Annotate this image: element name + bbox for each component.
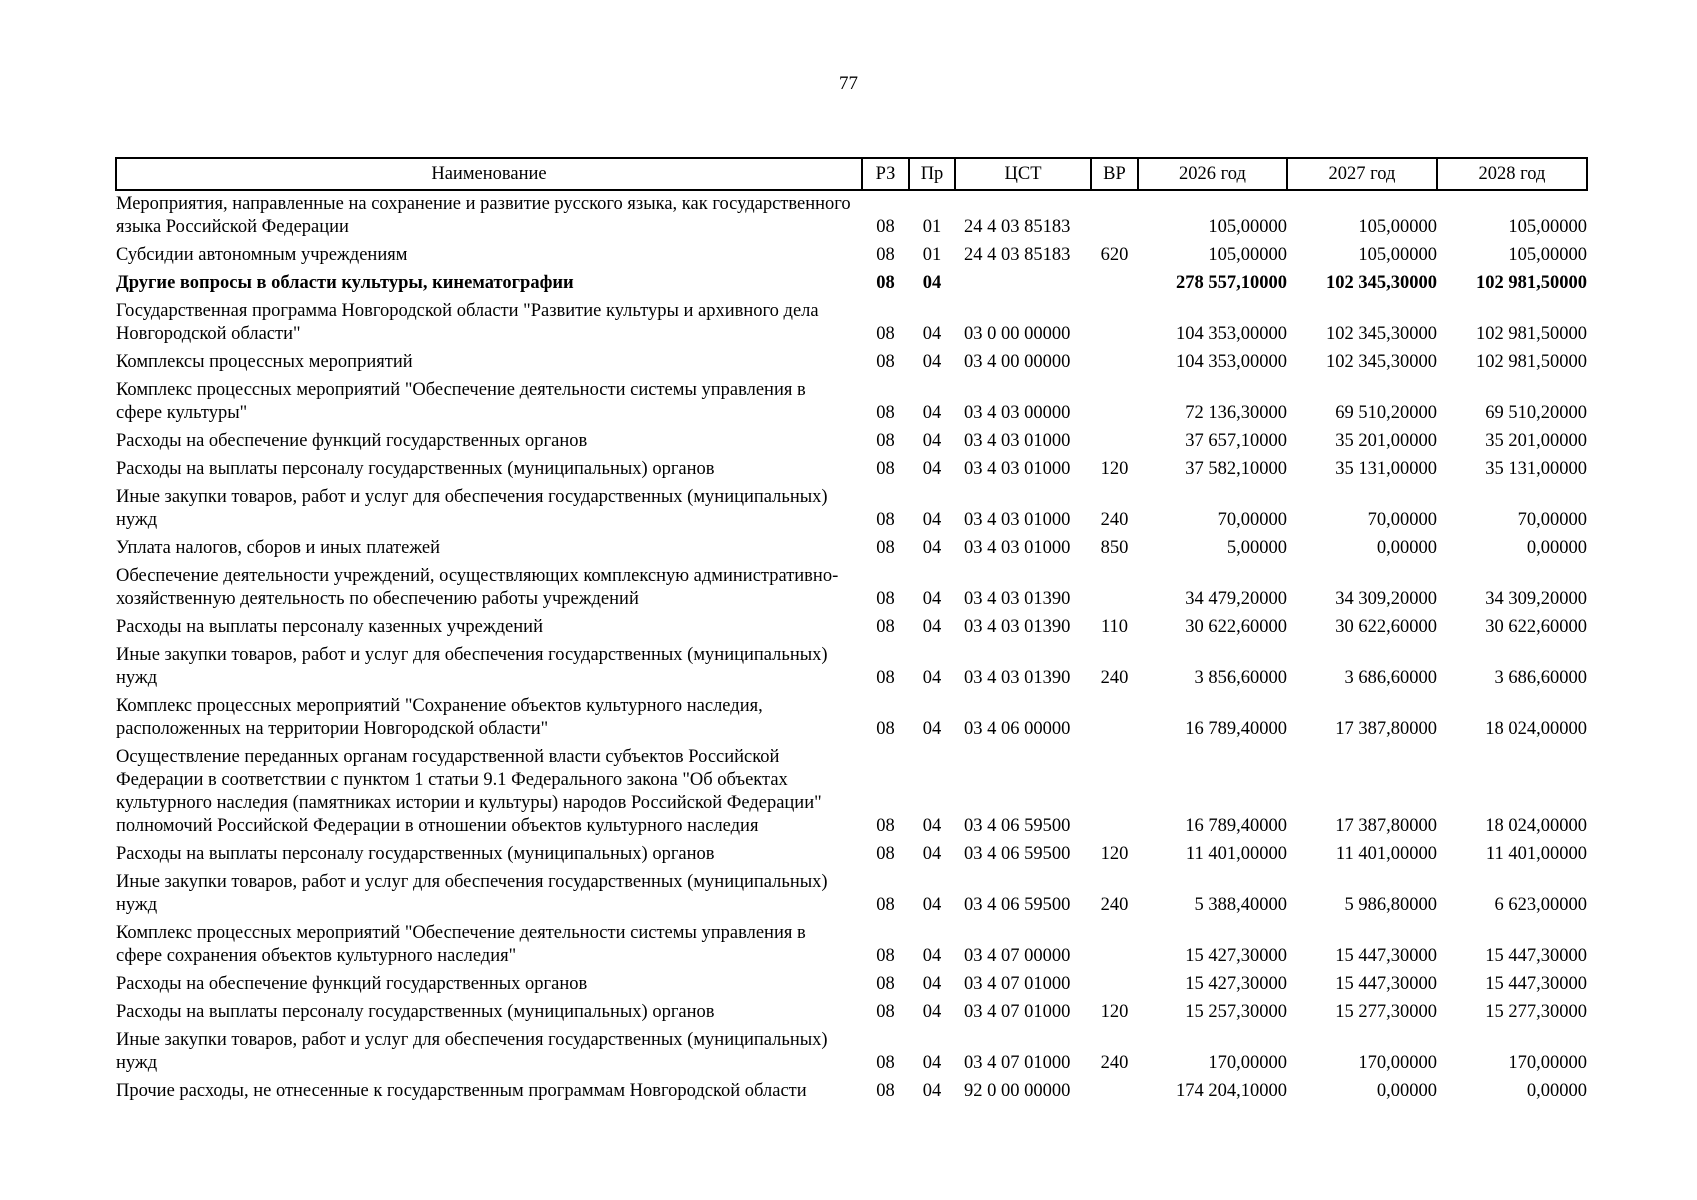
cell-cst: 03 4 03 00000 — [964, 403, 1071, 423]
cell-2027: 102 345,30000 — [1326, 352, 1437, 372]
cell-vr — [1091, 349, 1138, 377]
cell-vr — [1091, 1078, 1138, 1106]
cell-2028: 170,00000 — [1508, 1053, 1587, 1073]
cell-name: Расходы на выплаты персоналу государственных (муниципальных) органов — [116, 459, 715, 479]
cell-cst: 24 4 03 85183 — [964, 217, 1071, 237]
cell-pr: 04 — [922, 589, 942, 609]
cell-2027: 105,00000 — [1358, 217, 1437, 237]
cell-name: Комплекс процессных мероприятий "Сохранение объектов культурного наследия, расположенных на территории Новгородской области" — [116, 696, 763, 739]
cell-2026: 5 388,40000 — [1194, 895, 1287, 915]
cell-2026: 37 582,10000 — [1185, 459, 1287, 479]
cell-cst: 03 4 03 01000 — [964, 459, 1071, 479]
cell-rz: 08 — [876, 946, 895, 966]
cell-name: Другие вопросы в области культуры, кинематографии — [116, 273, 574, 293]
header-vr: ВР — [1091, 158, 1138, 190]
cell-2026: 170,00000 — [1208, 1053, 1287, 1073]
cell-2026: 5,00000 — [1226, 538, 1287, 558]
cell-name: Расходы на обеспечение функций государственных органов — [116, 974, 588, 994]
cell-vr — [1091, 971, 1138, 999]
cell-2027: 15 277,30000 — [1335, 1002, 1437, 1022]
cell-2026: 34 479,20000 — [1185, 589, 1287, 609]
header-pr: Пр — [909, 158, 955, 190]
cell-rz: 08 — [876, 974, 895, 994]
cell-pr: 01 — [922, 245, 942, 265]
cell-pr: 04 — [922, 403, 942, 423]
cell-2027: 30 622,60000 — [1335, 617, 1437, 637]
cell-name: Осуществление переданных органам государственной власти субъектов Российской Федерации в соответствии с пунктом 1 статьи 9.1 Федерального закона "Об объектах культурного наследия (памятниках истории и культуры) народов Российской Федерации" полномочий Российской Федерации в отношении объектов культурного наследия — [116, 747, 822, 836]
cell-name: Обеспечение деятельности учреждений, осуществляющих комплексную административно-хозяйственную деятельность по обеспечению работы учреждений — [116, 566, 839, 609]
cell-2028: 18 024,00000 — [1485, 719, 1587, 739]
table-row — [116, 298, 1587, 349]
cell-cst: 03 4 03 01390 — [964, 617, 1071, 637]
cell-cst: 03 4 03 01000 — [964, 510, 1071, 530]
cell-vr: 850 — [1100, 538, 1129, 558]
cell-2028: 35 131,00000 — [1485, 459, 1587, 479]
cell-2027: 105,00000 — [1358, 245, 1437, 265]
table-row — [116, 242, 1587, 270]
table-row — [116, 349, 1587, 377]
cell-cst: 03 4 07 01000 — [964, 1053, 1071, 1073]
cell-name: Мероприятия, направленные на сохранение и развитие русского языка, как государственного языка Российской Федерации — [116, 194, 851, 237]
cell-2028: 102 981,50000 — [1476, 352, 1587, 372]
cell-2028: 30 622,60000 — [1485, 617, 1587, 637]
cell-2027: 170,00000 — [1358, 1053, 1437, 1073]
table-row — [116, 456, 1587, 484]
cell-2027: 15 447,30000 — [1335, 946, 1437, 966]
cell-2026: 104 353,00000 — [1176, 324, 1287, 344]
cell-rz: 08 — [876, 668, 895, 688]
cell-2027: 102 345,30000 — [1326, 273, 1437, 293]
cell-2028: 0,00000 — [1526, 538, 1587, 558]
cell-2026: 16 789,40000 — [1185, 816, 1287, 836]
cell-vr: 120 — [1100, 459, 1129, 479]
cell-pr: 04 — [922, 431, 942, 451]
header-2028: 2028 год — [1437, 158, 1587, 190]
table-header-row — [116, 158, 1587, 190]
cell-2026: 105,00000 — [1208, 217, 1287, 237]
cell-name: Расходы на выплаты персоналу государственных (муниципальных) органов — [116, 844, 715, 864]
cell-2026: 15 257,30000 — [1185, 1002, 1287, 1022]
cell-cst: 03 4 06 59500 — [964, 895, 1071, 915]
header-cst: ЦСТ — [955, 158, 1091, 190]
cell-name: Расходы на выплаты персоналу казенных учреждений — [116, 617, 543, 637]
cell-vr: 120 — [1100, 1002, 1129, 1022]
cell-name: Субсидии автономным учреждениям — [116, 245, 408, 265]
cell-cst: 03 4 07 00000 — [964, 946, 1071, 966]
cell-rz: 08 — [876, 273, 895, 293]
table-row — [116, 693, 1587, 744]
cell-rz: 08 — [876, 245, 895, 265]
cell-vr: 110 — [1100, 617, 1129, 637]
cell-name: Иные закупки товаров, работ и услуг для обеспечения государственных (муниципальных) нужд — [116, 645, 828, 688]
cell-2026: 70,00000 — [1217, 510, 1287, 530]
cell-pr: 04 — [922, 459, 942, 479]
cell-2028: 15 277,30000 — [1485, 1002, 1587, 1022]
cell-2027: 11 401,00000 — [1335, 844, 1437, 864]
cell-2028: 3 686,60000 — [1494, 668, 1587, 688]
cell-2027: 102 345,30000 — [1326, 324, 1437, 344]
table-row — [116, 920, 1587, 971]
cell-pr: 04 — [922, 510, 942, 530]
table-row — [116, 1078, 1587, 1106]
cell-2026: 30 622,60000 — [1185, 617, 1287, 637]
cell-2027: 15 447,30000 — [1335, 974, 1437, 994]
cell-rz: 08 — [876, 589, 895, 609]
cell-2027: 5 986,80000 — [1344, 895, 1437, 915]
cell-rz: 08 — [876, 895, 895, 915]
cell-pr: 04 — [922, 538, 942, 558]
cell-2027: 35 201,00000 — [1335, 431, 1437, 451]
cell-2028: 70,00000 — [1517, 510, 1587, 530]
cell-cst: 03 4 06 59500 — [964, 844, 1071, 864]
cell-2028: 102 981,50000 — [1476, 273, 1587, 293]
cell-name: Уплата налогов, сборов и иных платежей — [116, 538, 441, 558]
cell-vr — [1091, 270, 1138, 298]
cell-name: Иные закупки товаров, работ и услуг для обеспечения государственных (муниципальных) нужд — [116, 872, 828, 915]
table-row — [116, 270, 1587, 298]
cell-vr — [1091, 377, 1138, 428]
cell-pr: 01 — [922, 217, 942, 237]
cell-vr: 620 — [1100, 245, 1129, 265]
cell-name: Расходы на выплаты персоналу государственных (муниципальных) органов — [116, 1002, 715, 1022]
cell-vr — [1091, 920, 1138, 971]
table-row — [116, 744, 1587, 841]
cell-2027: 35 131,00000 — [1335, 459, 1437, 479]
cell-rz: 08 — [876, 324, 895, 344]
cell-name: Иные закупки товаров, работ и услуг для обеспечения государственных (муниципальных) нужд — [116, 1030, 828, 1073]
cell-2027: 69 510,20000 — [1335, 403, 1437, 423]
cell-2026: 278 557,10000 — [1176, 273, 1287, 293]
cell-cst: 24 4 03 85183 — [964, 245, 1071, 265]
cell-cst: 03 4 07 01000 — [964, 974, 1071, 994]
cell-rz: 08 — [876, 844, 895, 864]
table-row — [116, 869, 1587, 920]
budget-table — [115, 157, 1588, 1106]
cell-pr: 04 — [922, 895, 942, 915]
cell-rz: 08 — [876, 217, 895, 237]
cell-name: Расходы на обеспечение функций государственных органов — [116, 431, 588, 451]
cell-cst: 03 4 03 01390 — [964, 668, 1071, 688]
cell-cst: 92 0 00 00000 — [964, 1081, 1071, 1101]
cell-name: Комплекс процессных мероприятий "Обеспечение деятельности системы управления в сфере сохранения объектов культурного наследия" — [116, 923, 806, 966]
cell-pr: 04 — [922, 1002, 942, 1022]
cell-rz: 08 — [876, 1053, 895, 1073]
cell-pr: 04 — [922, 816, 942, 836]
cell-pr: 04 — [922, 668, 942, 688]
cell-cst: 03 4 06 00000 — [964, 719, 1071, 739]
cell-vr: 120 — [1100, 844, 1129, 864]
cell-2026: 3 856,60000 — [1194, 668, 1287, 688]
cell-2028: 11 401,00000 — [1485, 844, 1587, 864]
cell-rz: 08 — [876, 510, 895, 530]
header-2026: 2026 год — [1138, 158, 1287, 190]
cell-pr: 04 — [922, 273, 942, 293]
cell-2027: 34 309,20000 — [1335, 589, 1437, 609]
cell-vr — [1091, 693, 1138, 744]
page-number: 77 — [839, 73, 858, 94]
table-row — [116, 971, 1587, 999]
cell-pr: 04 — [922, 1081, 942, 1101]
table-row — [116, 841, 1587, 869]
cell-cst: 03 4 03 01390 — [964, 589, 1071, 609]
cell-vr — [1091, 428, 1138, 456]
cell-2028: 6 623,00000 — [1494, 895, 1587, 915]
cell-vr — [1091, 298, 1138, 349]
cell-2028: 34 309,20000 — [1485, 589, 1587, 609]
cell-name: Иные закупки товаров, работ и услуг для обеспечения государственных (муниципальных) нужд — [116, 487, 828, 530]
table-body — [116, 190, 1587, 1106]
header-name: Наименование — [116, 158, 862, 190]
cell-rz: 08 — [876, 538, 895, 558]
table-row — [116, 563, 1587, 614]
table-row — [116, 642, 1587, 693]
cell-2027: 3 686,60000 — [1344, 668, 1437, 688]
cell-2027: 70,00000 — [1367, 510, 1437, 530]
cell-2028: 105,00000 — [1508, 217, 1587, 237]
table-row — [116, 484, 1587, 535]
cell-2026: 105,00000 — [1208, 245, 1287, 265]
cell-cst: 03 4 06 59500 — [964, 816, 1071, 836]
cell-name: Комплексы процессных мероприятий — [116, 352, 413, 372]
cell-2026: 11 401,00000 — [1185, 844, 1287, 864]
cell-vr — [1091, 190, 1138, 242]
cell-2028: 18 024,00000 — [1485, 816, 1587, 836]
cell-2028: 15 447,30000 — [1485, 946, 1587, 966]
cell-name: Комплекс процессных мероприятий "Обеспечение деятельности системы управления в сфере культуры" — [116, 380, 806, 423]
cell-vr — [1091, 744, 1138, 841]
cell-2027: 17 387,80000 — [1335, 816, 1437, 836]
cell-vr: 240 — [1100, 1053, 1129, 1073]
cell-2028: 102 981,50000 — [1476, 324, 1587, 344]
header-2027: 2027 год — [1287, 158, 1437, 190]
cell-cst: 03 4 00 00000 — [964, 352, 1071, 372]
cell-2028: 69 510,20000 — [1485, 403, 1587, 423]
cell-cst: 03 4 07 01000 — [964, 1002, 1071, 1022]
cell-2027: 0,00000 — [1376, 538, 1437, 558]
cell-2027: 17 387,80000 — [1335, 719, 1437, 739]
cell-2026: 37 657,10000 — [1185, 431, 1287, 451]
cell-rz: 08 — [876, 617, 895, 637]
cell-pr: 04 — [922, 1053, 942, 1073]
cell-name: Государственная программа Новгородской области "Развитие культуры и архивного дела Новгородской области" — [116, 301, 819, 344]
cell-pr: 04 — [922, 974, 942, 994]
cell-cst: 03 0 00 00000 — [964, 324, 1071, 344]
cell-2028: 105,00000 — [1508, 245, 1587, 265]
cell-pr: 04 — [922, 617, 942, 637]
cell-rz: 08 — [876, 459, 895, 479]
table-row — [116, 535, 1587, 563]
cell-pr: 04 — [922, 352, 942, 372]
cell-vr: 240 — [1100, 510, 1129, 530]
cell-rz: 08 — [876, 816, 895, 836]
header-rz: РЗ — [862, 158, 909, 190]
cell-cst — [955, 270, 1091, 298]
cell-cst: 03 4 03 01000 — [964, 431, 1071, 451]
cell-2028: 0,00000 — [1526, 1081, 1587, 1101]
cell-rz: 08 — [876, 403, 895, 423]
cell-2026: 104 353,00000 — [1176, 352, 1287, 372]
cell-rz: 08 — [876, 1002, 895, 1022]
cell-pr: 04 — [922, 324, 942, 344]
cell-pr: 04 — [922, 946, 942, 966]
cell-2026: 16 789,40000 — [1185, 719, 1287, 739]
cell-2026: 15 427,30000 — [1185, 974, 1287, 994]
cell-2028: 35 201,00000 — [1485, 431, 1587, 451]
cell-cst: 03 4 03 01000 — [964, 538, 1071, 558]
table-row — [116, 428, 1587, 456]
cell-2027: 0,00000 — [1376, 1081, 1437, 1101]
table-row — [116, 614, 1587, 642]
cell-pr: 04 — [922, 844, 942, 864]
cell-vr: 240 — [1100, 895, 1129, 915]
cell-rz: 08 — [876, 352, 895, 372]
cell-2026: 15 427,30000 — [1185, 946, 1287, 966]
cell-name: Прочие расходы, не отнесенные к государственным программам Новгородской области — [116, 1081, 807, 1101]
cell-rz: 08 — [876, 431, 895, 451]
table-row — [116, 1027, 1587, 1078]
cell-rz: 08 — [876, 1081, 895, 1101]
cell-2026: 174 204,10000 — [1176, 1081, 1287, 1101]
cell-vr — [1091, 563, 1138, 614]
cell-rz: 08 — [876, 719, 895, 739]
cell-pr: 04 — [922, 719, 942, 739]
cell-2026: 72 136,30000 — [1185, 403, 1287, 423]
table-row — [116, 999, 1587, 1027]
table-row — [116, 190, 1587, 242]
cell-2028: 15 447,30000 — [1485, 974, 1587, 994]
table-row — [116, 377, 1587, 428]
cell-vr: 240 — [1100, 668, 1129, 688]
